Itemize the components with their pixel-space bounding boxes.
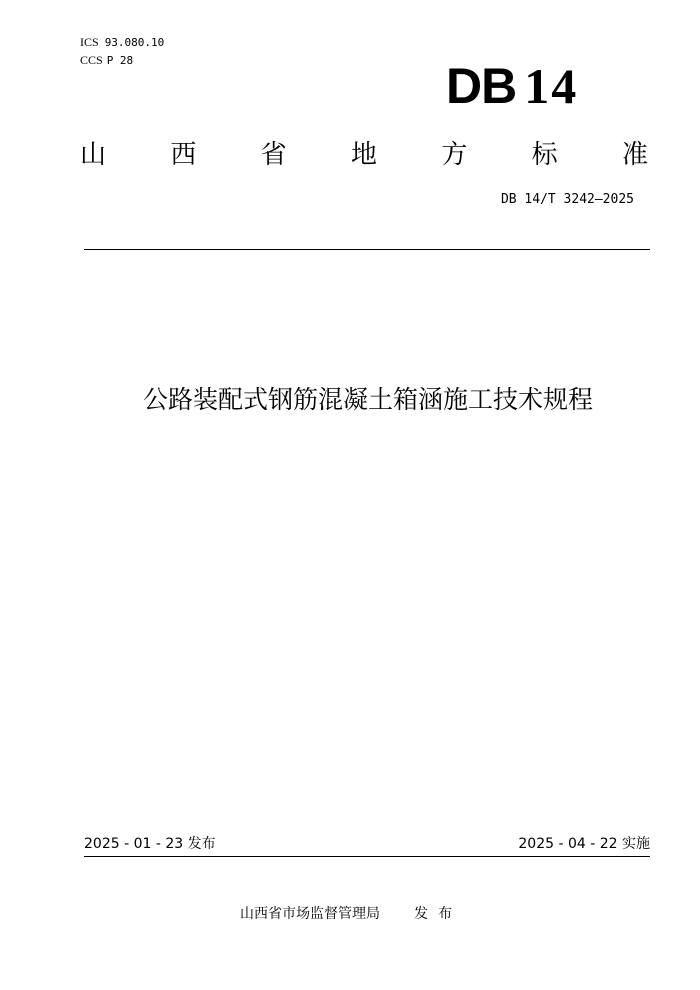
standard-type-char: 西 [170, 140, 197, 170]
logo-letters: DB [446, 58, 517, 114]
ics-value: 93.080.10 [104, 36, 165, 49]
standard-type-char: 方 [441, 140, 468, 170]
bottom-divider [84, 856, 650, 857]
implementation-date: 2025 - 04 - 22 实施 [518, 836, 650, 852]
ccs-line [80, 53, 133, 68]
standard-type-char: 山 [80, 140, 107, 170]
issuer-verb: 发布 [414, 906, 462, 922]
db-logo [446, 58, 606, 114]
ccs-label: CCS [80, 53, 103, 67]
standard-type-char: 标 [531, 140, 558, 170]
ics-line [80, 35, 164, 50]
standard-type-char: 省 [260, 140, 287, 170]
top-divider [84, 249, 650, 250]
ics-label: ICS [80, 35, 99, 49]
standard-type-heading [80, 135, 648, 175]
logo-number: 14 [524, 58, 579, 114]
standard-code: DB 14/T 3242—2025 [500, 192, 634, 207]
issuer-org: 山西省市场监督管理局 [240, 906, 380, 922]
standard-type-char: 准 [621, 140, 648, 170]
ccs-value: P 28 [106, 54, 134, 67]
standard-type-char: 地 [350, 140, 377, 170]
issue-date: 2025 - 01 - 23 发布 [84, 836, 216, 852]
issuer-line [240, 905, 462, 923]
document-title: 公路装配式钢筋混凝土箱涵施工技术规程 [142, 385, 593, 414]
